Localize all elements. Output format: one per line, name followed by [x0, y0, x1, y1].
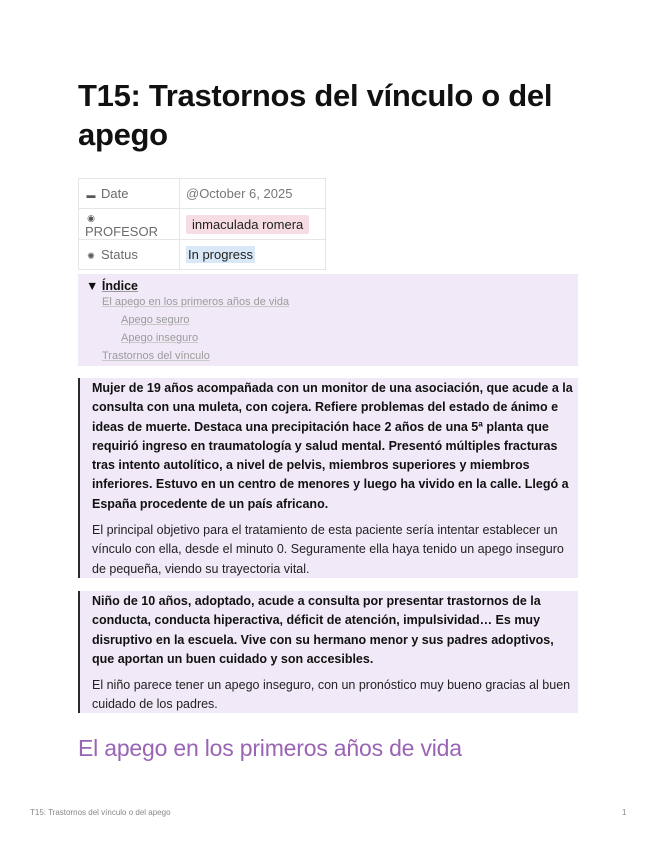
- toc-link-trastornos-vinculo[interactable]: Trastornos del vínculo: [102, 350, 210, 362]
- property-row-date[interactable]: [79, 179, 326, 209]
- properties-table: [78, 178, 326, 270]
- toggle-arrow-icon[interactable]: ▼: [86, 279, 99, 293]
- status-icon: ✺: [87, 251, 95, 261]
- footer-title: T15: Trastornos del vínculo o del apego: [30, 808, 171, 817]
- callout-comment-text: El niño parece tener un apego inseguro, con un pronóstico muy bueno gracias al buen cuidado de los padres.: [92, 678, 571, 712]
- toc-link-apego-primeros-anos[interactable]: El apego en los primeros años de vida: [102, 296, 290, 308]
- page-title: T15: Trastornos del vínculo o del apego: [78, 78, 553, 152]
- page-number: 1: [622, 808, 627, 817]
- property-row-profesor[interactable]: [79, 209, 326, 240]
- profesor-tag[interactable]: inmaculada romera: [186, 215, 309, 234]
- callout-case-text: Niño de 10 años, adoptado, acude a consulta por presentar trastornos de la conducta, conducta hiperactiva, déficit de atención, impulsividad… Es muy disruptivo en la escuela. Vive con su hermano menor y sus padres adoptivos, que aportan un buen cuidado y son accesibles.: [92, 594, 554, 666]
- callout-case-1: [78, 378, 578, 578]
- toc-heading-label: Índice: [101, 279, 138, 293]
- status-badge[interactable]: In progress: [188, 247, 254, 262]
- property-key: PROFESOR: [85, 224, 158, 239]
- section-heading: El apego en los primeros años de vida: [78, 735, 462, 761]
- calendar-icon: ▬: [86, 190, 96, 200]
- callout-case-text: Mujer de 19 años acompañada con un monitor de una asociación, que acude a la consulta con una muleta, con cojera. Refiere problemas del estado de ánimo e ideas de muerte. Destaca una precipitación hace 2 años de una 5ª planta que requirió ingreso en traumatología y salud mental. Presentó múltiples fracturas tras intento autolítico, a nivel de pelvis, miembros superiores y miembros inferiores. Estuvo en un centro de menores y luego ha vivido en la calle. Llegó a España procedente de un país africano.: [92, 381, 573, 511]
- callout-case-2: [78, 591, 578, 713]
- toc-heading[interactable]: [86, 279, 138, 293]
- person-icon: ◉: [87, 213, 95, 223]
- callout-comment-text: El principal objetivo para el tratamiento de esta paciente sería intentar establecer un vínculo con ella, desde el minuto 0. Seguramente ella haya tenido un apego inseguro de pequeña, viendo su trayectoria vital.: [92, 523, 564, 576]
- table-of-contents-toggle: [78, 274, 578, 366]
- toc-link-apego-seguro[interactable]: Apego seguro: [121, 314, 190, 326]
- property-key: Status: [101, 247, 138, 262]
- date-value: @October 6, 2025: [186, 186, 293, 201]
- property-row-status[interactable]: [79, 240, 326, 270]
- toc-link-apego-inseguro[interactable]: Apego inseguro: [121, 332, 199, 344]
- property-key: Date: [101, 186, 129, 201]
